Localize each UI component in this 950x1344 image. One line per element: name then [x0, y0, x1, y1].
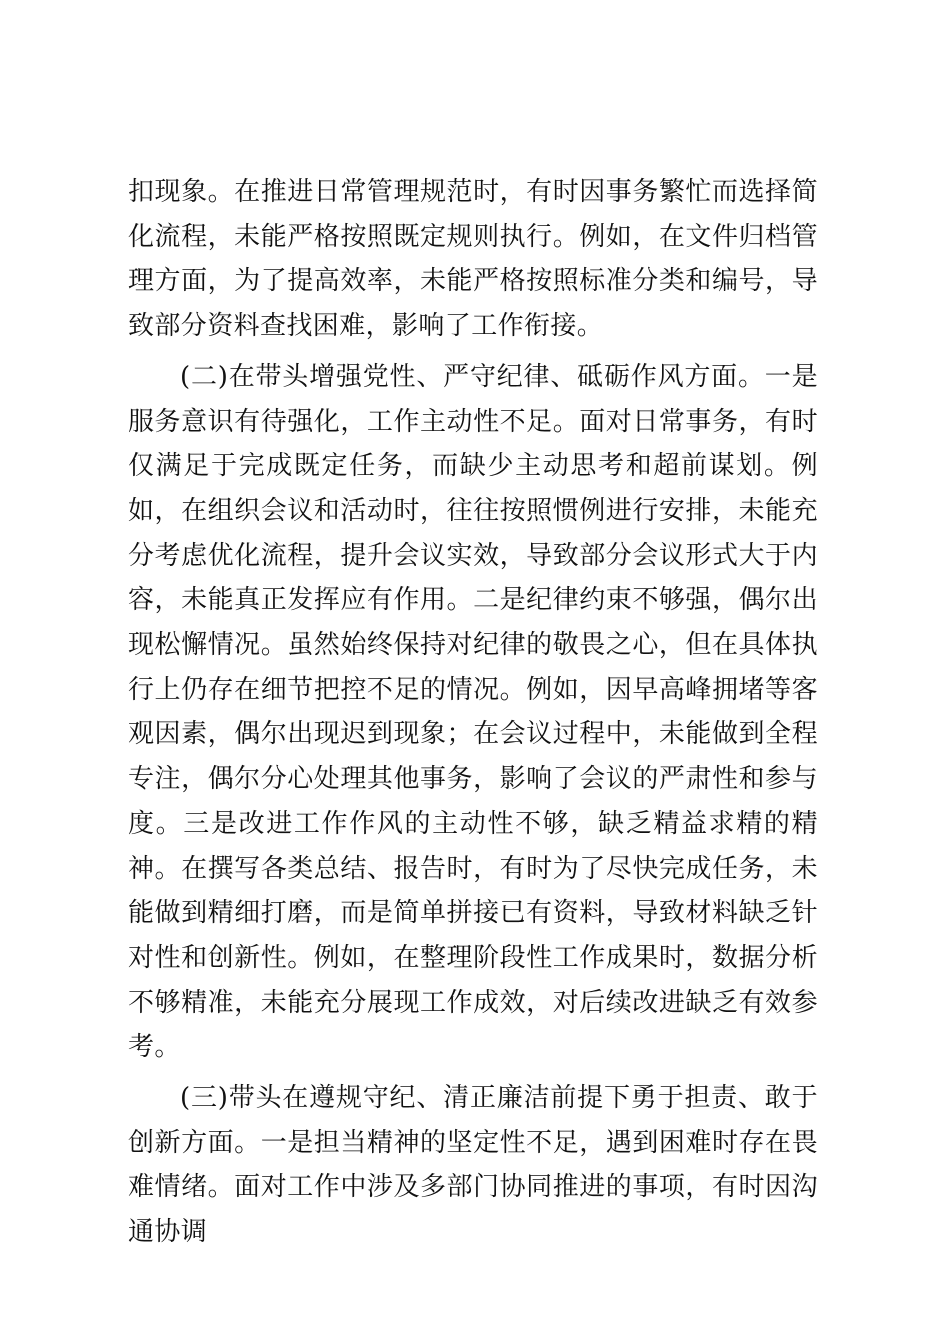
paragraph-section-two: (二)在带头增强党性、严守纪律、砥砺作风方面。一是服务意识有待强化，工作主动性不足。面对日常事务，有时仅满足于完成既定任务，而缺少主动思考和超前谋划。例如，在组织会议和活动时，往往按照惯例进行安排，未能充分考虑优化流程，提升会议实效，导致部分会议形式大于内容，未能真正发挥应有作用。二是纪律约束不够强，偶尔出现松懈情况。虽然始终保持对纪律的敬畏之心，但在具体执行上仍存在细节把控不足的情况。例如，因早高峰拥堵等客观因素，偶尔出现迟到现象；在会议过程中，未能做到全程专注，偶尔分心处理其他事务，影响了会议的严肃性和参与度。三是改进工作作风的主动性不够，缺乏精益求精的精神。在撰写各类总结、报告时，有时为了尽快完成任务，未能做到精细打磨，而是简单拼接已有资料，导致材料缺乏针对性和创新性。例如，在整理阶段性工作成果时，数据分析不够精准，未能充分展现工作成效，对后续改进缺乏有效参考。 [128, 361, 818, 1063]
document-body [128, 170, 818, 1261]
paragraph-section-three: (三)带头在遵规守纪、清正廉洁前提下勇于担责、敢于创新方面。一是担当精神的坚定性不足，遇到困难时存在畏难情绪。面对工作中涉及多部门协同推进的事项，有时因沟通协调 [128, 1083, 818, 1248]
paragraph-continuation: 扣现象。在推进日常管理规范时，有时因事务繁忙而选择简化流程，未能严格按照既定规则执行。例如，在文件归档管理方面，为了提高效率，未能严格按照标准分类和编号，导致部分资料查找困难，影响了工作衔接。 [128, 177, 818, 342]
